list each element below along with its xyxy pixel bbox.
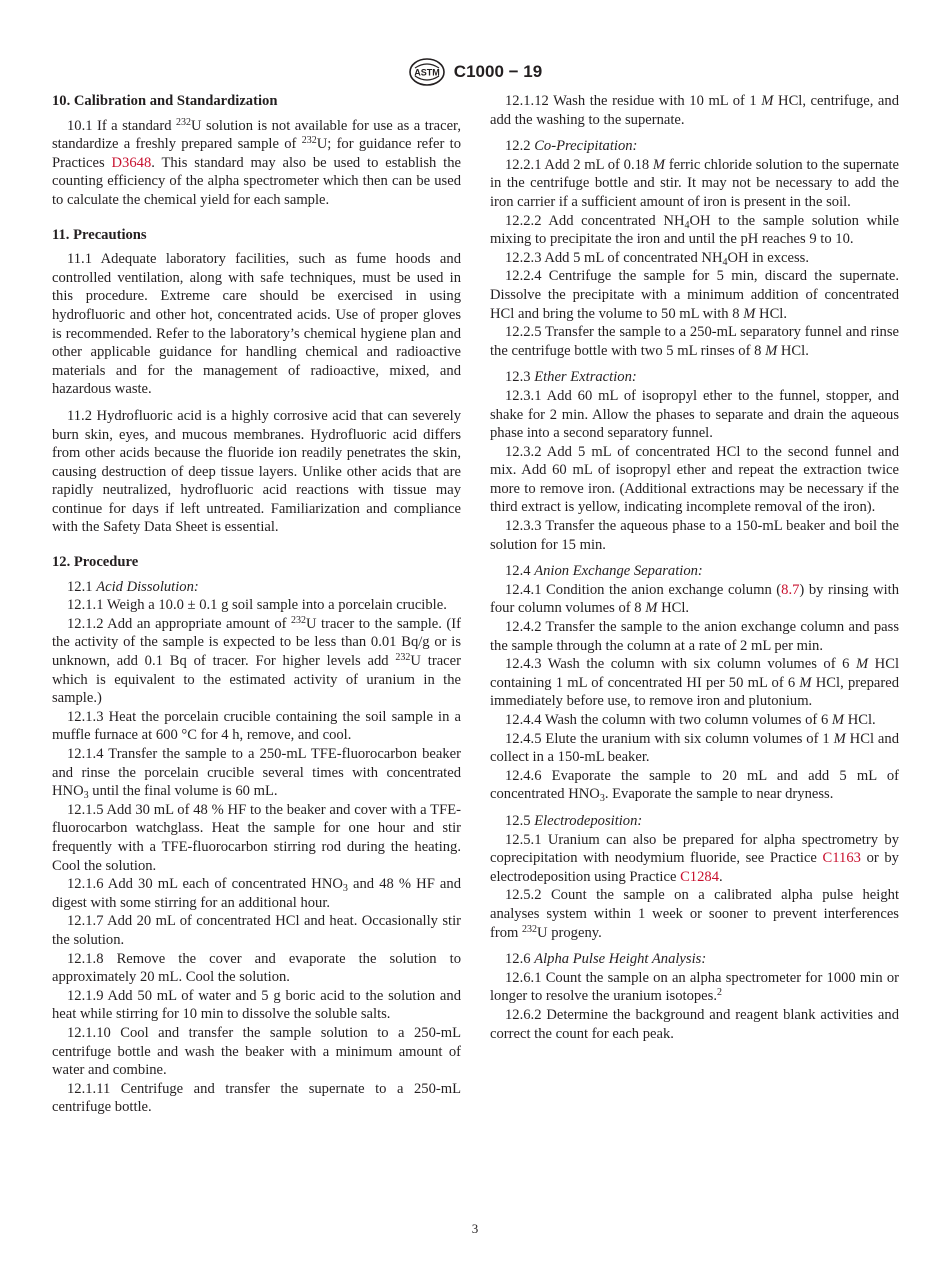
para-12-2-5: 12.2.5 Transfer the sample to a 250-mL separatory funnel and rinse the centrifuge bottle with two 5 mL rinses of 8 M HCl. (490, 324, 899, 359)
left-column (52, 92, 461, 1117)
para-12-1-1: 12.1.1 Weigh a 10.0 ± 0.1 g soil sample into a porcelain crucible. (67, 597, 447, 614)
link-c1163[interactable]: C1163 (822, 850, 861, 867)
section-10-heading: 10. Calibration and Standardization (52, 93, 278, 109)
para-12-4-1: 12.4.1 Condition the anion exchange column (8.7) by rinsing with four column volumes of 8 M HCl. (490, 581, 899, 617)
para-12-1-6: 12.1.6 Add 30 mL each of concentrated $HNO_3$ and 48 % HF and digest with some stirring for an additional hour. (52, 876, 461, 911)
document-id: C1000 − 19 (453, 62, 543, 81)
para-12-6-heading: 12.6 Alpha Pulse Height Analysis: (505, 951, 707, 968)
para-12-2-4: 12.2.4 Centrifuge the sample for 5 min, discard the supernate. Dissolve the precipitate with a minimum addition of concentrated HCl and bring the volume to 50 mL with 8 M HCl. (490, 268, 899, 322)
para-12-1-12: 12.1.12 Wash the residue with 10 mL of 1 M HCl, centrifuge, and add the washing to the supernate. (490, 93, 899, 128)
para-12-4-6: 12.4.6 Evaporate the sample to 20 mL and add 5 mL of concentrated $HNO_3$. Evaporate the sample to near dryness. (490, 767, 899, 805)
para-12-3-1: 12.3.1 Add 60 mL of isopropyl ether to the funnel, stopper, and shake for 2 min. Allow the phases to separate and drain the aqueous phase into a second separatory funnel. (490, 387, 899, 442)
right-column (490, 92, 899, 1043)
para-12-4-3: 12.4.3 Wash the column with six column volumes of 6 M HCl containing 1 mL of concentrated HI per 50 mL of 6 M HCl, prepared immediately before use, to remove iron and plutonium. (490, 656, 899, 710)
para-12-1-10: 12.1.10 Cool and transfer the sample solution to a 250-mL centrifuge bottle and wash the beaker with a minimum amount of water and combine. (52, 1024, 461, 1079)
para-12-4-5: 12.4.5 Elute the uranium with six column volumes of 1 M HCl and collect in a 150-mL beaker. (490, 730, 900, 766)
para-12-1-8: 12.1.8 Remove the cover and evaporate the solution to approximately 20 mL. Cool the solution. (52, 950, 461, 986)
logo-text: ASTM (414, 67, 440, 78)
para-12-1-3: 12.1.3 Heat the porcelain crucible containing the soil sample in a muffle furnace at 600 °C for 4 h, remove, and cool. (52, 708, 461, 744)
para-12-2-3: 12.2.3 Add 5 mL of concentrated $NH_4OH$ in excess. (505, 249, 809, 268)
para-12-1-4: 12.1.4 Transfer the sample to a 250-mL TFE-fluorocarbon beaker and rinse the porcelain crucible several times with concentrated $HNO_3$ until the final volume is 60 mL. (52, 746, 461, 802)
para-11-1: 11.1 Adequate laboratory facilities, such as fume hoods and controlled ventilation, along with safe techniques, must be used in this procedure. Extreme care should be exercised in using hydrofluoric and other hot, concentrated acids. Use of proper gloves is recommended. Refer to the laboratory’s chemical hygiene plan and other applicable guidance for handling chemical and radioactive materials and for the management of radioactive, mixed, and hazardous waste. (52, 251, 461, 398)
para-10-1: 10.1 If a standard $^{232}$U solution is not available for use as a tracer, standardize a freshly prepared sample of $^{232}$U; for guidance refer to Practices D3648. This standard may also be used to establish the counting efficiency of the alpha spectrometer which then can be used to calculate the chemical yield for each sample. (52, 116, 461, 208)
para-12-1-9: 12.1.9 Add 50 mL of water and 5 g boric acid to the solution and heat while stirring for 10 min to dissolve the soluble salts. (52, 987, 461, 1023)
para-12-5-1: 12.5.1 Uranium can also be prepared for alpha spectrometry by coprecipitation with neodymium fluoride, see Practice C1163 or by electrodeposition using Practice C1284. (490, 831, 899, 885)
astm-logo-icon (408, 57, 446, 87)
section-11-heading: 11. Precautions (52, 226, 147, 243)
footnote-ref-2: 2 (716, 987, 722, 999)
para-12-6-2: 12.6.2 Determine the background and reagent blank activities and correct the count for each peak. (490, 1006, 899, 1042)
para-12-3-2: 12.3.2 Add 5 mL of concentrated HCl to the second funnel and mix. Add 60 mL of isopropyl ether and repeat the extraction twice more to remove iron. (Additional extractions may be necessary if the third extract is yellow, indicating incomplete removal of the iron). (490, 443, 899, 516)
link-8-7[interactable]: 8.7 (781, 581, 800, 598)
para-12-6-1: 12.6.1 Count the sample on an alpha spectrometer for 1000 min or longer to resolve the uranium isotopes.$^2$ (490, 969, 899, 1005)
para-12-3-3: 12.3.3 Transfer the aqueous phase to a 150-mL beaker and boil the solution for 15 min. (490, 518, 899, 553)
para-12-1-2: 12.1.2 Add an appropriate amount of $^{232}$U tracer to the sample. (If the activity of the sample is expected to be less than 0.01 Bq/g or is unknown, add 0.1 Bq of tracer. For higher levels add $^{232}$U tracer which is equivalent to the estimated activity of uranium in the sample.) (52, 614, 462, 707)
para-12-3-heading: 12.3 Ether Extraction: (505, 369, 637, 386)
para-12-2-heading: 12.2 Co-Precipitation: (505, 138, 638, 155)
para-11-2: 11.2 Hydrofluoric acid is a highly corrosive acid that can severely burn skin, eyes, and mucous membranes. Hydrofluoric acid differs from other acids because the fluoride ion readily penetrates the skin, causing destruction of deep tissue layers. Unlike other acids that are rapidly neutralized, hydrofluoric acid reactions with tissue may continue for days if left untreated. Familiarization and compliance with the Safety Data Sheet is essential. (52, 407, 461, 536)
para-12-5-heading: 12.5 Electrodeposition: (505, 812, 643, 829)
page-header (0, 57, 950, 92)
para-12-5-2: 12.5.2 Count the sample on a calibrated alpha pulse height analyses system within 1 week or sooner to prevent interferences from $^{232}$U progeny. (490, 887, 899, 941)
page-number: 3 (471, 1221, 479, 1236)
link-c1284[interactable]: C1284 (680, 868, 719, 885)
section-12-heading: 12. Procedure (52, 554, 139, 571)
para-12-4-4: 12.4.4 Wash the column with two column volumes of 6 M HCl. (505, 712, 876, 728)
para-12-2-2: 12.2.2 Add concentrated $NH_4OH$ to the sample solution while mixing to precipitate the iron and until the pH reaches 9 to 10. (490, 212, 899, 248)
para-12-1-heading: 12.1 Acid Dissolution: (67, 578, 199, 595)
para-12-1-5: 12.1.5 Add 30 mL of 48 % HF to the beaker and cover with a TFE-fluorocarbon watchglass. Heat the sample for one hour and stir frequently with a TFE-fluorocarbon stirring rod during the heating. Cool the solution. (52, 801, 461, 874)
para-12-4-heading: 12.4 Anion Exchange Separation: (505, 563, 703, 580)
link-d3648[interactable]: D3648 (111, 154, 152, 171)
para-12-1-7: 12.1.7 Add 20 mL of concentrated HCl and heat. Occasionally stir the solution. (52, 913, 461, 948)
para-12-1-11: 12.1.11 Centrifuge and transfer the supernate to a 250-mL centrifuge bottle. (52, 1080, 461, 1116)
para-12-2-1: 12.2.1 Add 2 mL of 0.18 M ferric chloride solution to the supernate in the centrifuge bottle and stir. It may not be necessary to add the iron carrier if a sufficient amount of iron is present in the soil. (490, 156, 900, 210)
para-12-4-2: 12.4.2 Transfer the sample to the anion exchange column and pass the sample through the column at a rate of 2 mL per min. (490, 619, 899, 654)
